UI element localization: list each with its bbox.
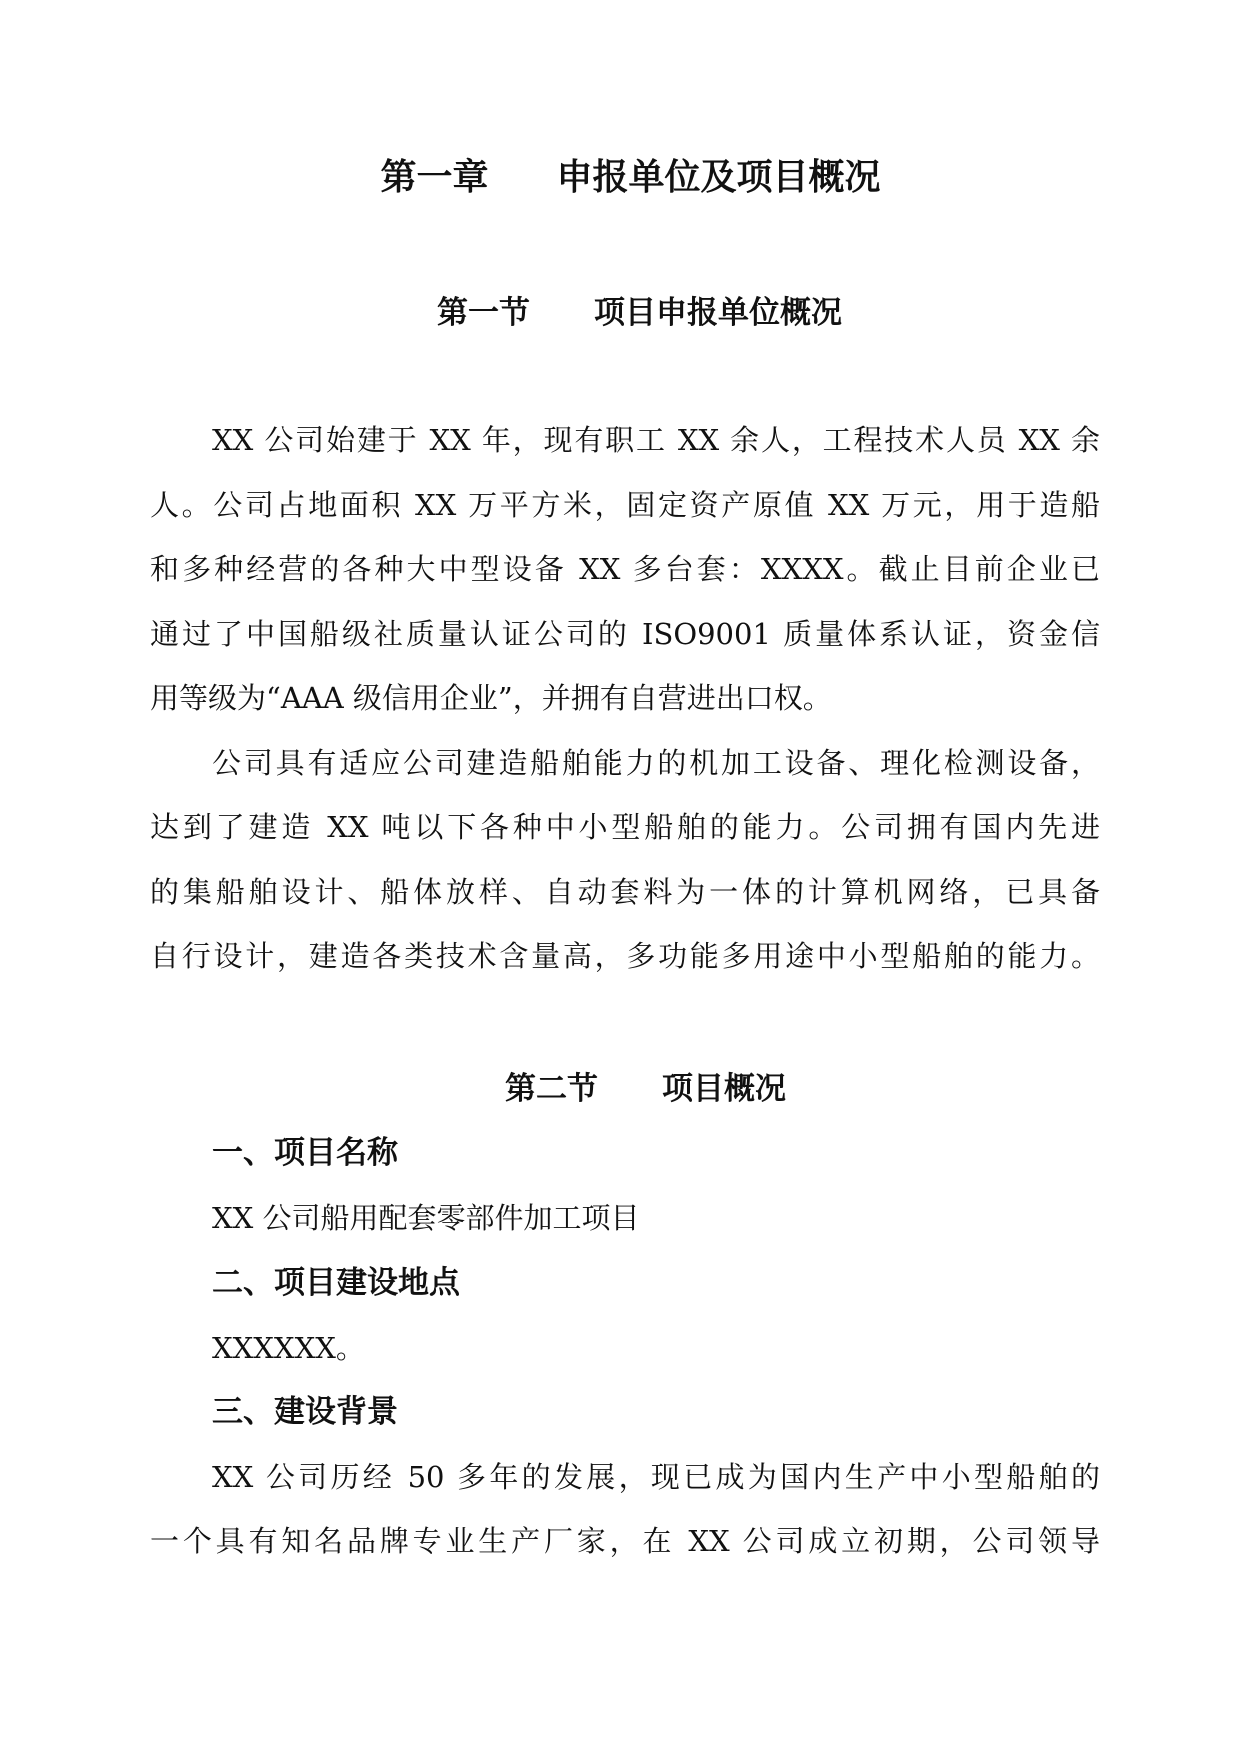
paragraph-line: 自行设计，建造各类技术含量高，多功能多用途中小型船舶的能力。 (150, 939, 1100, 973)
section-number: 第二节 (505, 1071, 598, 1107)
project-location-text: XXXXXX。 (212, 1331, 365, 1365)
paragraph-line: 达到了建造 XX 吨以下各种中小型船舶的能力。公司拥有国内先进 (150, 810, 1100, 844)
section-title-2 (505, 1071, 786, 1107)
item-heading-project-location: 二、项目建设地点 (212, 1265, 460, 1301)
paragraph-line: XX 公司始建于 XX 年，现有职工 XX 余人，工程技术人员 XX 余 (212, 423, 1100, 457)
paragraph-line: 一个具有知名品牌专业生产厂家，在 XX 公司成立初期，公司领导 (150, 1524, 1100, 1558)
chapter-title (0, 157, 1241, 198)
item-heading-project-name: 一、项目名称 (212, 1135, 398, 1171)
chapter-number: 第一章 (380, 157, 489, 198)
section-number: 第一节 (437, 295, 530, 331)
paragraph-line: 人。公司占地面积 XX 万平方米，固定资产原值 XX 万元，用于造船 (150, 488, 1100, 522)
paragraph-line: 和多种经营的各种大中型设备 XX 多台套：XXXX。截止目前企业已 (150, 552, 1100, 586)
project-name-text: XX 公司船用配套零部件加工项目 (212, 1201, 640, 1235)
section-title-1 (437, 295, 842, 331)
paragraph-line: XX 公司历经 50 多年的发展，现已成为国内生产中小型船舶的 (212, 1460, 1100, 1494)
section-title-text: 项目申报单位概况 (594, 295, 842, 331)
paragraph-line: 用等级为“AAA 级信用企业”，并拥有自营进出口权。 (150, 681, 832, 715)
item-heading-background: 三、建设背景 (212, 1394, 398, 1430)
section-title-text: 项目概况 (662, 1071, 786, 1107)
paragraph-line: 公司具有适应公司建造船舶能力的机加工设备、理化检测设备， (212, 746, 1100, 780)
paragraph-line: 的集船舶设计、船体放样、自动套料为一体的计算机网络，已具备 (150, 875, 1100, 909)
chapter-title-text: 申报单位及项目概况 (556, 157, 881, 198)
paragraph-line: 通过了中国船级社质量认证公司的 ISO9001 质量体系认证，资金信 (150, 617, 1100, 651)
